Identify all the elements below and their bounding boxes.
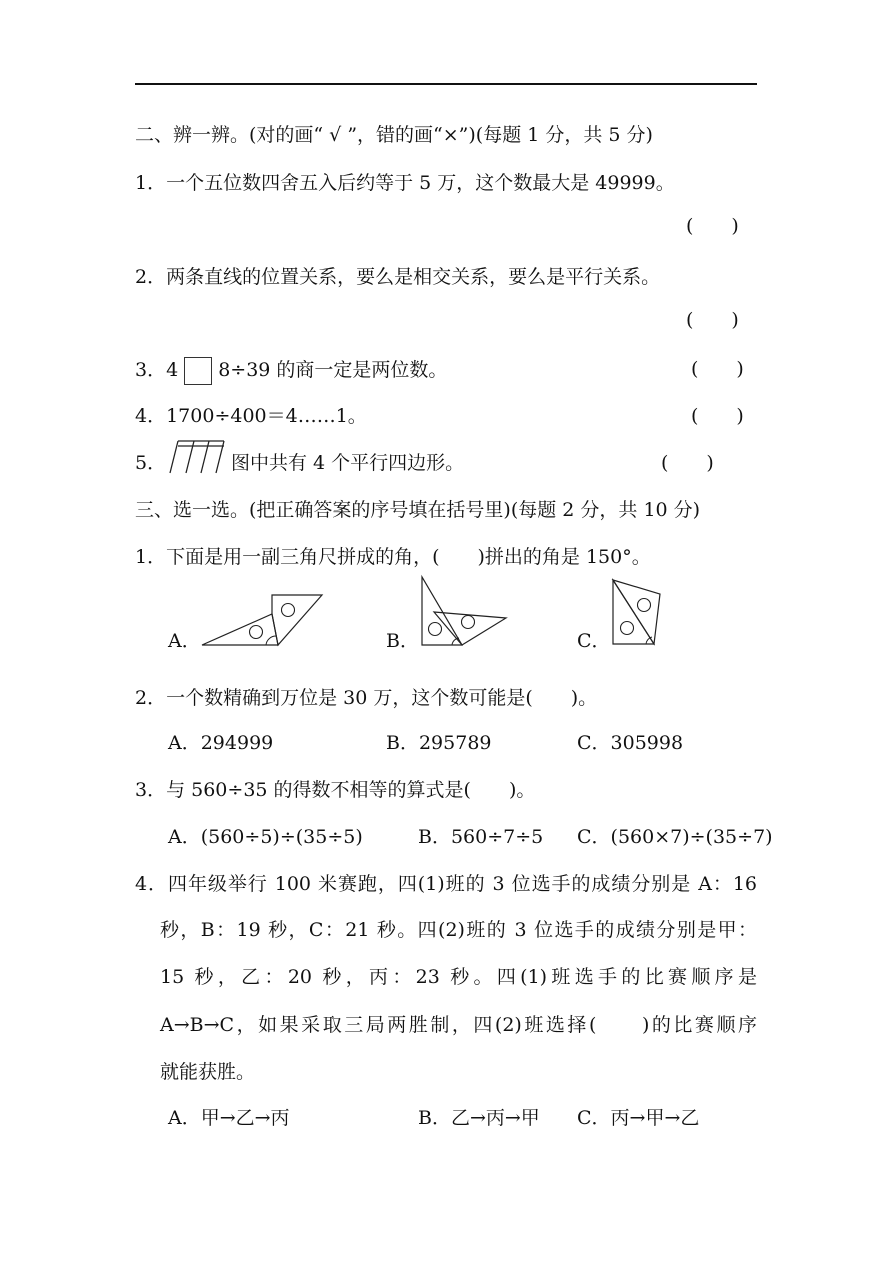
q2-option-c[interactable]: C．305998: [577, 732, 684, 754]
judge-question-3: [135, 357, 447, 385]
choice-question-4-line5: 就能获胜。: [160, 1061, 256, 1083]
q3-option-b[interactable]: B．560÷7÷5: [418, 826, 544, 848]
judge-question-1: 1．一个五位数四舍五入后约等于 5 万，这个数最大是 49999。: [135, 172, 675, 194]
q3-option-c[interactable]: C．(560×7)÷(35÷7): [577, 826, 773, 848]
choice-question-4-line1: 4．四年级举行 100 米赛跑，四(1)班的 3 位选手的成绩分别是 A：16: [135, 873, 757, 895]
choice-question-4-line3: 15 秒，乙：20 秒，丙：23 秒。四(1)班选手的比赛顺序是: [160, 966, 757, 988]
section2-heading: 二、辨一辨。(对的画“ √ ”，错的画“×”)(每题 1 分，共 5 分): [135, 124, 653, 146]
header-rule: [135, 83, 757, 85]
q4-option-b[interactable]: B．乙→丙→甲: [418, 1107, 540, 1129]
triangle-figure-a: [200, 592, 330, 650]
choice-question-4-line4: A→B→C，如果采取三局两胜制，四(2)班选择( )的比赛顺序: [160, 1014, 757, 1036]
q4-option-a[interactable]: A．甲→乙→丙: [168, 1107, 290, 1129]
choice-question-1: 1．下面是用一副三角尺拼成的角，( )拼出的角是 150°。: [135, 546, 651, 568]
triangle-figure-c: [610, 577, 670, 647]
triangle-figure-b: [418, 574, 510, 648]
digit-box[interactable]: [184, 357, 212, 385]
section3-heading: 三、选一选。(把正确答案的序号填在括号里)(每题 2 分，共 10 分): [135, 499, 701, 521]
judge-question-5-text: 图中共有 4 个平行四边形。: [231, 452, 465, 474]
choice-question-3: 3．与 560÷35 的得数不相等的算式是( )。: [135, 779, 536, 801]
answer-blank-j5[interactable]: ( ): [661, 452, 714, 474]
q1-option-a-label[interactable]: A．: [168, 630, 201, 652]
judge-question-4: 4．1700÷400＝4……1。: [135, 405, 367, 427]
choice-question-4-line2: 秒，B：19 秒，C：21 秒。四(2)班的 3 位选手的成绩分别是甲：: [160, 919, 757, 941]
answer-blank-j2[interactable]: ( ): [686, 309, 739, 331]
q4-option-c[interactable]: C．丙→甲→乙: [577, 1107, 700, 1129]
q2-option-a[interactable]: A．294999: [168, 732, 274, 754]
judge-question-5-prefix: 5．: [135, 452, 167, 474]
answer-blank-j1[interactable]: ( ): [686, 215, 739, 237]
parallelogram-figure: [168, 438, 230, 476]
q1-option-c-label[interactable]: C．: [577, 630, 611, 652]
judge-question-3-prefix: 3．4: [135, 359, 179, 381]
q2-option-b[interactable]: B．295789: [386, 732, 492, 754]
judge-question-2: 2．两条直线的位置关系，要么是相交关系，要么是平行关系。: [135, 266, 661, 288]
answer-blank-j3[interactable]: ( ): [691, 358, 744, 380]
answer-blank-j4[interactable]: ( ): [691, 405, 744, 427]
judge-question-3-suffix: 8÷39 的商一定是两位数。: [218, 359, 448, 381]
q1-option-b-label[interactable]: B．: [386, 630, 419, 652]
q3-option-a[interactable]: A．(560÷5)÷(35÷5): [168, 826, 363, 848]
choice-question-2: 2．一个数精确到万位是 30 万，这个数可能是( )。: [135, 687, 598, 709]
